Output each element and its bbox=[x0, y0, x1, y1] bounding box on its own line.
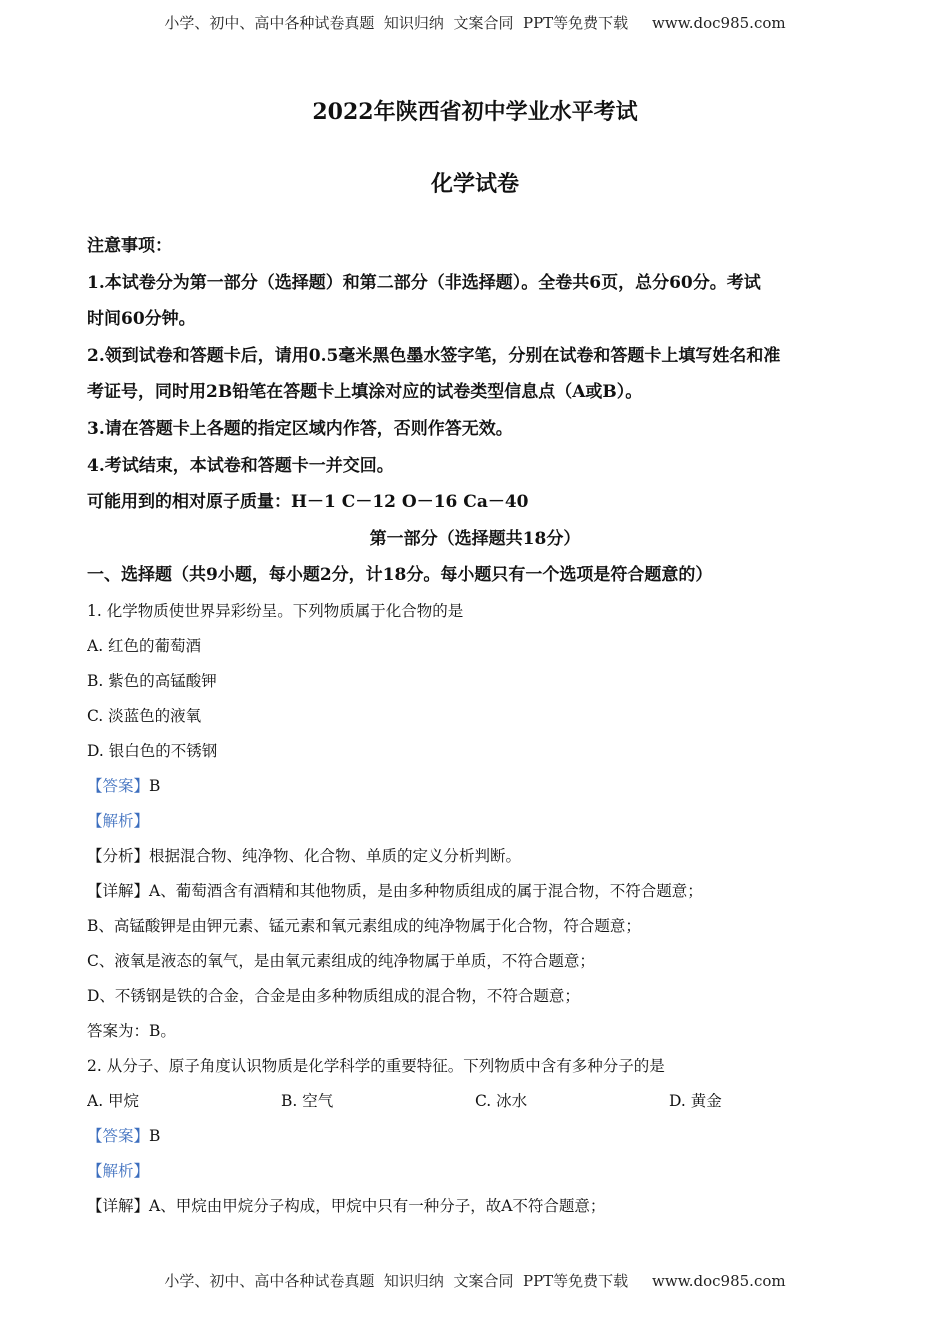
q2-detail-1 bbox=[87, 1189, 863, 1224]
q1-answer bbox=[87, 769, 863, 804]
detail-text: A、葡萄酒含有酒精和其他物质，是由多种物质组成的属于混合物，不符合题意； bbox=[149, 881, 703, 900]
fenxi-tag: 【分析】 bbox=[87, 846, 150, 865]
q2-answer bbox=[87, 1119, 863, 1154]
answer-tag: 【答案】 bbox=[87, 776, 150, 795]
notice-section bbox=[87, 228, 863, 594]
q1-fenxi bbox=[87, 839, 863, 874]
notice-item-1-cont: 时间60分钟。 bbox=[87, 309, 196, 330]
question-body bbox=[87, 594, 863, 1224]
notice-heading: 注意事项： bbox=[87, 236, 172, 256]
q2-option-a: A. 甲烷 bbox=[87, 1091, 140, 1110]
exam-subject: 化学试卷 bbox=[430, 171, 519, 197]
atomic-mass-line: 可能用到的相对原子质量：H－1 C－12 O－16 Ca－40 bbox=[87, 492, 529, 513]
notice-item-2-cont: 考证号，同时用2B铅笔在答题卡上填涂对应的试卷类型信息点（A或B）。 bbox=[87, 382, 643, 403]
notice-item-2: 2.领到试卷和答题卡后，请用0.5毫米黑色墨水签字笔，分别在试卷和答题卡上填写姓名和准 bbox=[87, 345, 781, 366]
answer-value: B bbox=[149, 1126, 161, 1145]
detail-tag: 【详解】 bbox=[87, 1196, 150, 1215]
q1-conclusion: 答案为：B。 bbox=[87, 1021, 176, 1040]
part1-title: 第一部分（选择题共18分） bbox=[369, 528, 581, 549]
q1-option-a: A. 红色的葡萄酒 bbox=[87, 636, 202, 655]
q1-detail-1 bbox=[87, 874, 863, 909]
q2-options bbox=[87, 1084, 863, 1119]
q1-stem: 1. 化学物质使世界异彩纷呈。下列物质属于化合物的是 bbox=[87, 601, 464, 620]
q1-option-b: B. 紫色的高锰酸钾 bbox=[87, 671, 217, 690]
q2-option-c: C. 冰水 bbox=[475, 1091, 528, 1110]
notice-item-3: 3.请在答题卡上各题的指定区域内作答，否则作答无效。 bbox=[87, 418, 513, 439]
q1-detail-4: D、不锈钢是铁的合金，合金是由多种物质组成的混合物，不符合题意； bbox=[87, 986, 580, 1005]
fenxi-text: 根据混合物、纯净物、化合物、单质的定义分析判断。 bbox=[149, 846, 522, 865]
q1-option-c: C. 淡蓝色的液氧 bbox=[87, 706, 202, 725]
section-heading: 一、选择题（共9小题，每小题2分，计18分。每小题只有一个选项是符合题意的） bbox=[87, 565, 713, 586]
notice-item-4: 4.考试结束，本试卷和答题卡一并交回。 bbox=[87, 455, 394, 476]
q2-analysis-tag: 【解析】 bbox=[87, 1161, 150, 1180]
q1-detail-3: C、液氧是液态的氧气，是由氧元素组成的纯净物属于单质，不符合题意； bbox=[87, 951, 595, 970]
document-page bbox=[87, 92, 863, 1224]
answer-tag: 【答案】 bbox=[87, 1126, 150, 1145]
notice-item-1: 1.本试卷分为第一部分（选择题）和第二部分（非选择题）。全卷共6页，总分60分。考试 bbox=[87, 272, 761, 293]
q1-analysis-tag: 【解析】 bbox=[87, 811, 150, 830]
detail-text: A、甲烷由甲烷分子构成，甲烷中只有一种分子，故A不符合题意； bbox=[149, 1196, 606, 1215]
page-footer: 小学、初中、高中各种试卷真题 知识归纳 文案合同 PPT等免费下载 www.doc985.com bbox=[164, 1272, 786, 1290]
q2-stem: 2. 从分子、原子角度认识物质是化学科学的重要特征。下列物质中含有多种分子的是 bbox=[87, 1056, 665, 1075]
q2-option-d: D. 黄金 bbox=[669, 1091, 722, 1110]
answer-value: B bbox=[149, 776, 161, 795]
q1-option-d: D. 银白色的不锈钢 bbox=[87, 741, 218, 760]
exam-title: 2022年陕西省初中学业水平考试 bbox=[312, 99, 638, 125]
detail-tag: 【详解】 bbox=[87, 881, 150, 900]
page-header: 小学、初中、高中各种试卷真题 知识归纳 文案合同 PPT等免费下载 www.doc985.com bbox=[164, 14, 786, 32]
q1-detail-2: B、高锰酸钾是由钾元素、锰元素和氧元素组成的纯净物属于化合物，符合题意； bbox=[87, 916, 641, 935]
q2-option-b: B. 空气 bbox=[281, 1091, 334, 1110]
